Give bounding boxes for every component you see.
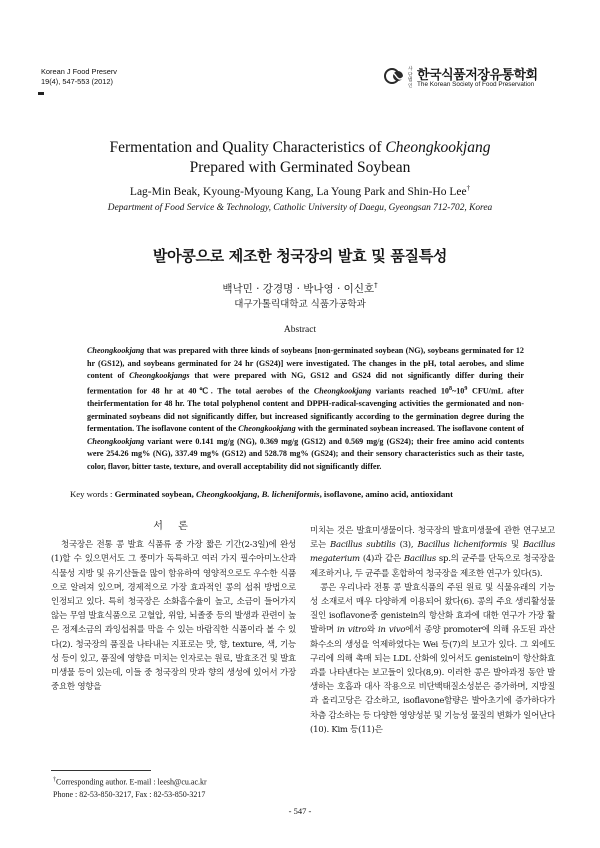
corresponding-mark: †	[466, 184, 471, 192]
society-name-korean: 한국식품저장유통학회	[417, 68, 538, 83]
footnote-mark: †	[53, 777, 56, 783]
abstract-term: Cheongkookjang	[313, 386, 372, 396]
keyword-text: Germinated soybean,	[114, 489, 196, 499]
text-run: 콩은 우리나라 전통 콩 발효식품의 주된 원료 및 식물유래의 기능성 소재로서 매우 다양하게 이용되어 왔다(6). 콩의 주요 생리활성물질인 isoflavone중 genistein의 항산화 효과에 대한 연구가 가장 활발하며	[310, 582, 555, 636]
intro-heading: 서 론	[153, 521, 194, 532]
society-name-english: The Korean Society of Food Preservation	[417, 81, 535, 88]
abstract-text: variant were 0.141 mg/g (NG), 0.369 mg/g (GS12) and 0.569 mg/g (GS24); their free amino acid contents were 254.26 mg% (NG), 337.49 mg% (GS12) and 528.78 mg% (GS24); and their sensory characteristics such as their taste, color, flavor, bitter taste, texture, and overall acceptability did not significantly differ.	[87, 436, 524, 472]
affiliation: Department of Food Service & Technology, Catholic University of Daegu, Gyeongsan 712-702, Korea	[107, 203, 493, 213]
society-tag: 사단법인	[408, 67, 413, 89]
paper-title	[0, 138, 600, 178]
authors-text: Lag-Min Beak, Kyoung-Myoung Kang, La Young Park and Shin-Ho Lee	[129, 185, 467, 198]
title-italic-term: Cheongkookjang	[385, 139, 491, 156]
abstract-text: CFU/mL after theirfermentation for 48 hr. The total polyphenol content and DPPH-radical-scavenging activities the germionated and non-germinated soybeans did not significantly differ, but increased significantly according to the germination degree during the fermentation. The isoflavone content of the	[87, 386, 524, 434]
abstract-body	[87, 345, 524, 474]
journal-name: Korean J Food Preserv	[41, 67, 117, 76]
intro-column-right	[310, 524, 555, 737]
society-logo	[384, 64, 554, 94]
korean-authors	[0, 281, 600, 296]
title-line1: Fermentation and Quality Characteristics of	[109, 139, 386, 156]
journal-volume: 19(4), 547-553 (2012)	[41, 77, 113, 86]
exponent: 8	[449, 385, 452, 392]
abstract-text: variants reached 10	[371, 386, 449, 396]
text-run: sp.의 균주를 단독으로 청국장을 제조하거나, 두 균주를 혼합하여 청국장을 제조한 연구가 있다(5).	[310, 554, 555, 579]
keyword-italic: B. licheniformis	[261, 489, 320, 499]
title-line2: Prepared with Germinated Soybean	[189, 159, 411, 176]
abstract-term: Cheongkookjang	[238, 424, 296, 434]
abstract-text: with the germinated soybean increased. The isoflavone content of	[295, 424, 524, 434]
page-number: - 547 -	[288, 806, 312, 816]
text-run: (4)과 같은	[359, 554, 404, 565]
text-run: 및	[506, 540, 523, 551]
korean-corresponding-mark: †	[374, 281, 378, 290]
intro-column-left	[51, 520, 296, 694]
text-run: 와	[366, 625, 378, 636]
species-name: Bacillus licheniformis	[417, 540, 507, 551]
footnote-divider	[51, 770, 151, 771]
intro-paragraph	[310, 524, 555, 581]
species-name: Bacillus subtilis	[330, 540, 396, 551]
text-run: 미치는 것은 발효미생물이다. 청국장의 발효미생물에 관한 연구보고로는	[310, 526, 555, 551]
keywords	[70, 489, 540, 499]
author-list	[0, 184, 600, 198]
species-name: Bacillus megaterium	[310, 540, 556, 565]
footnote-contact: Corresponding author. E-mail : leesh@cu.ac.kr	[56, 777, 207, 787]
intro-paragraph: 청국장은 전통 콩 발효 식품류 중 가장 짧은 기간(2-3일)에 완성(1)할 수 있으면서도 그 풍미가 독특하고 여러 가지 필수아미노산과 식물성 지방 및 유기산들을 많이 함유하여 영양적으로도 우수한 식품으로 알려져 있으며, 경제적으로 가장 효과적인 콩의 섭취 방법으로 인정되고 있다. 특히 청국장은 소화흡수율이 높고, 소금이 들어가지 않는 무염 발효식품으로 고혈압, 위암, 뇌졸중 등의 발생과 관련이 높은 정제소금의 과잉섭취를 막을 수 있는 바람직한 식품이라 볼 수 있다(2). 청국장의 품질을 나타내는 지표로는 맛, 향, texture, 색, 기능성 등이 있고, 품질에 영향을 미치는 인자로는 원료, 발효조건 및 발효미생물 등이 있는데, 이들 중 청국장의 맛과 향의 생성에 있어서 가장 중요한 영향을	[51, 540, 296, 693]
abstract-text: ~10	[452, 386, 465, 396]
italic-term: in vitro	[337, 625, 367, 636]
abstract-term: Cheongkookjang	[87, 436, 145, 446]
exponent: 9	[464, 385, 468, 392]
abstract-term: Cheongkookjang	[87, 346, 145, 355]
keyword-text: ,	[257, 489, 262, 499]
abstract-text: that was prepared with three kinds of soybeans [non-germinated soybean (NG), soybeans germinated for 12 hr (GS12), and soybeans germinated for 24 hr (GS24)] were investigated. The changes in the pH, total aerobes, and slime content of	[87, 346, 524, 381]
journal-citation	[41, 67, 117, 87]
korean-affiliation: 대구가톨릭대학교 식품가공학과	[234, 299, 366, 310]
korean-title: 발아콩으로 제조한 청국장의 발효 및 품질특성	[152, 247, 448, 265]
species-name: Bacillus	[403, 554, 436, 565]
italic-term: in vivo	[377, 625, 406, 636]
keyword-text: , isoflavone, amino acid, antioxidant	[319, 489, 454, 499]
footnote-phone: Phone : 82-53-850-3217, Fax : 82-53-850-3217	[53, 789, 206, 799]
korean-authors-text: 백낙민 · 강경명 · 박나영 · 이신호	[222, 283, 375, 295]
text-run: 에서 종양 promoter에 의해 유도된 과산화수소의 생성을 억제하였다는 Wei 등(7)의 보고가 있다. 그 외에도 구리에 의해 촉매 되는 LDL 산화에 있어서도 genistein이 항산화효과를 나타낸다는 보고들이 있다(8,9). 이러한 콩은 발아과정 동안 발생하는 호흡과 대사 작용으로 비단백태질소성분은 증가하며, 지방질과 올리고당은 감소하고, isoflavone함량은 발아초기에 증가하다가 차츰 감소하는 등 다양한 영양성분 및 기능성 물질의 변화가 일어난다(10). Kim 등(11)은	[310, 625, 555, 735]
abstract-heading: Abstract	[283, 325, 317, 335]
intro-paragraph	[310, 581, 555, 737]
keyword-italic: Cheongkookjang	[195, 489, 258, 499]
keywords-label: Key words :	[70, 489, 115, 499]
text-run: (3),	[395, 540, 418, 551]
abstract-term: Cheongkookjangs	[129, 371, 190, 381]
header-divider	[38, 92, 44, 95]
society-emblem-icon	[384, 66, 406, 86]
footnote	[53, 774, 207, 801]
abstract-text: that were prepared with NG, GS12 and GS24 did not significantly differ during their fermentation for 48 hr at 40℃. The total aerobes of the	[87, 371, 524, 396]
